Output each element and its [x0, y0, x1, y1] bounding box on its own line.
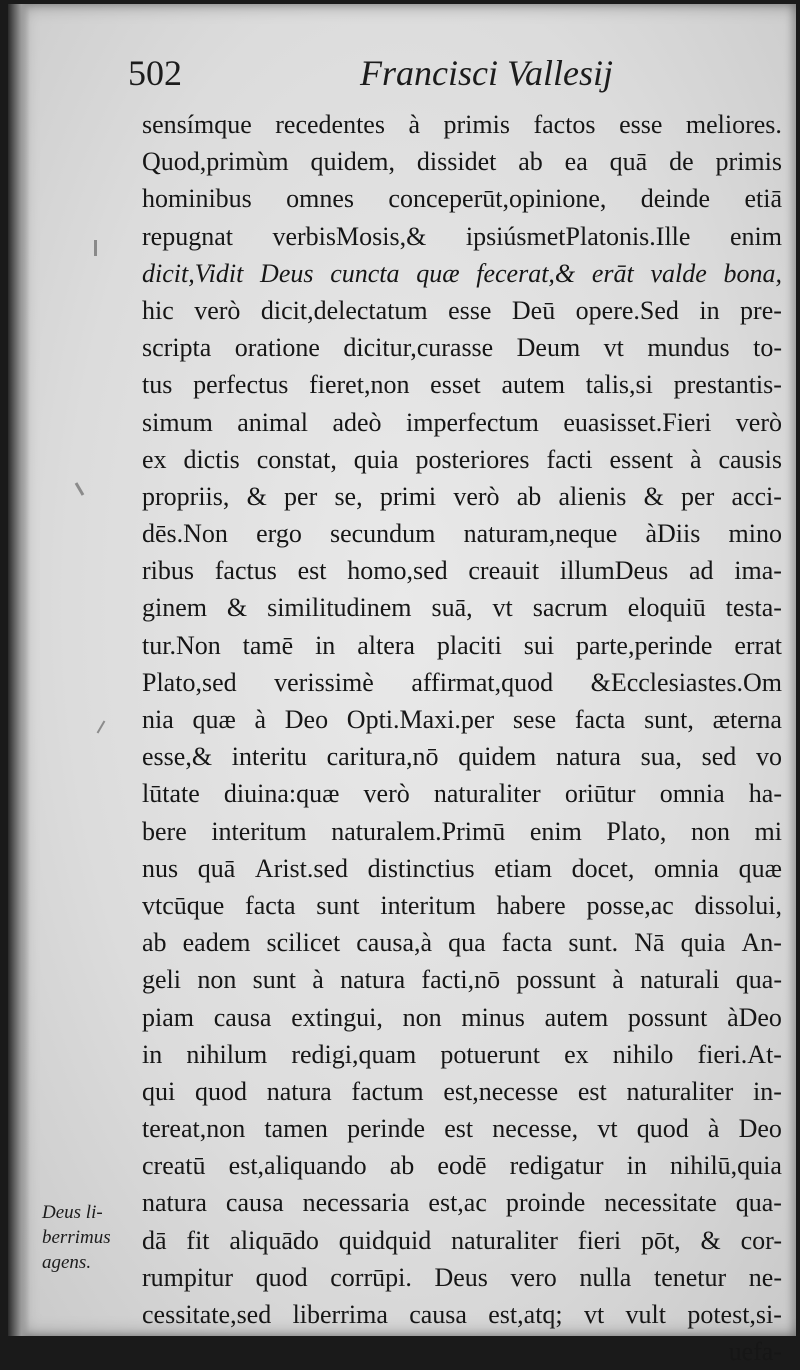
body-text — [142, 106, 782, 1370]
ink-speck — [97, 720, 106, 733]
text-line: ab eadem scilicet causa,à qua facta sunt. Nā quia An- — [142, 928, 782, 958]
text-line: creatū est,aliquando ab eodē redigatur in nihilū,quia — [142, 1151, 782, 1181]
margin-note — [42, 1200, 132, 1275]
text-line: repugnat verbisMosis,& ipsiúsmetPlatonis.Ille enim — [142, 221, 782, 251]
page-header — [128, 48, 628, 98]
book-page — [8, 4, 796, 1367]
text-line: rumpitur quod corrūpi. Deus vero nulla tenetur ne- — [142, 1262, 782, 1292]
text-line: nia quæ à Deo Opti.Maxi.per sese facta sunt, æterna — [142, 705, 782, 734]
text-line: nus quā Arist.sed distinctius etiam docet, omnia quæ — [142, 853, 782, 883]
text-line: in nihilum redigi,quam potuerunt ex nihilo fieri.At- — [142, 1039, 782, 1069]
text-line: bere interitum naturalem.Primū enim Plato, non mi — [142, 816, 782, 846]
margin-note-line: Deus li- — [42, 1202, 103, 1223]
text-line: ginem & similitudinem suā, vt sacrum eloquiū testa- — [142, 593, 782, 623]
text-line: tereat,non tamen perinde est necesse, vt quod à Deo — [142, 1114, 782, 1144]
text-line: natura causa necessaria est,ac proinde necessitate qua- — [142, 1188, 782, 1218]
margin-note-line: agens. — [42, 1252, 92, 1273]
text-line: propriis, & per se, primi verò ab alienis & per acci- — [142, 481, 782, 511]
page-binding-shadow — [8, 4, 30, 1336]
text-line: tur.Non tamē in altera placiti sui parte,perinde errat — [142, 630, 782, 660]
running-title: Francisci Vallesij — [360, 53, 613, 93]
text-line: ribus factus est homo,sed creauit illumDeus ad ima- — [142, 556, 782, 586]
text-line: geli non sunt à natura facti,nō possunt à naturali qua- — [142, 965, 782, 995]
text-line: simum animal adeò imperfectum euasisset.Fieri verò — [142, 407, 782, 437]
ink-speck — [75, 482, 85, 496]
text-line: ue fa- — [728, 1337, 782, 1367]
text-line: hominibus omnes conceperūt,opinione, deinde etiā — [142, 184, 782, 214]
text-line: Quod,primùm quidem, dissidet ab ea quā de primis — [142, 147, 782, 177]
page-number: 502 — [128, 53, 182, 93]
text-line: sensímque recedentes à primis factos esse meliores. — [142, 110, 782, 139]
text-line: qui quod natura factum est,necesse est naturaliter in- — [142, 1076, 782, 1106]
ink-speck — [94, 240, 97, 256]
text-line: hic verò dicit,delectatum esse Deū opere.Sed in pre- — [142, 295, 782, 325]
text-line: piam causa extingui, non minus autem possunt àDeo — [142, 1002, 782, 1032]
text-line: vtcūque facta sunt interitum habere posse,ac dissolui, — [142, 890, 782, 920]
text-line: esse,& interitu caritura,nō quidem natura sua, sed vo — [142, 742, 782, 772]
text-line: lūtate diuina:quæ verò naturaliter oriūtur omnia ha- — [142, 779, 782, 809]
text-line: cessitate,sed liberrima causa est,atq; vt vult potest,si- — [142, 1300, 782, 1329]
text-line: ex dictis constat, quia posteriores facti essent à causis — [142, 444, 782, 474]
text-line: scripta oratione dicitur,curasse Deum vt mundus to- — [142, 333, 782, 363]
text-line: tus perfectus fieret,non esset autem talis,si prestantis- — [142, 370, 782, 400]
margin-note-line: berrimus — [42, 1227, 111, 1248]
text-line: dēs.Non ergo secundum naturam,neque àDiis mino — [142, 519, 782, 549]
text-line: Plato,sed verissimè affirmat,quod &Ecclesiastes.Om — [142, 667, 782, 697]
text-line: dicit,Vidit Deus cuncta quæ fecerat,& erāt valde bona, — [142, 258, 782, 288]
text-line: dā fit aliquādo quidquid naturaliter fieri pōt, & cor- — [142, 1225, 782, 1255]
